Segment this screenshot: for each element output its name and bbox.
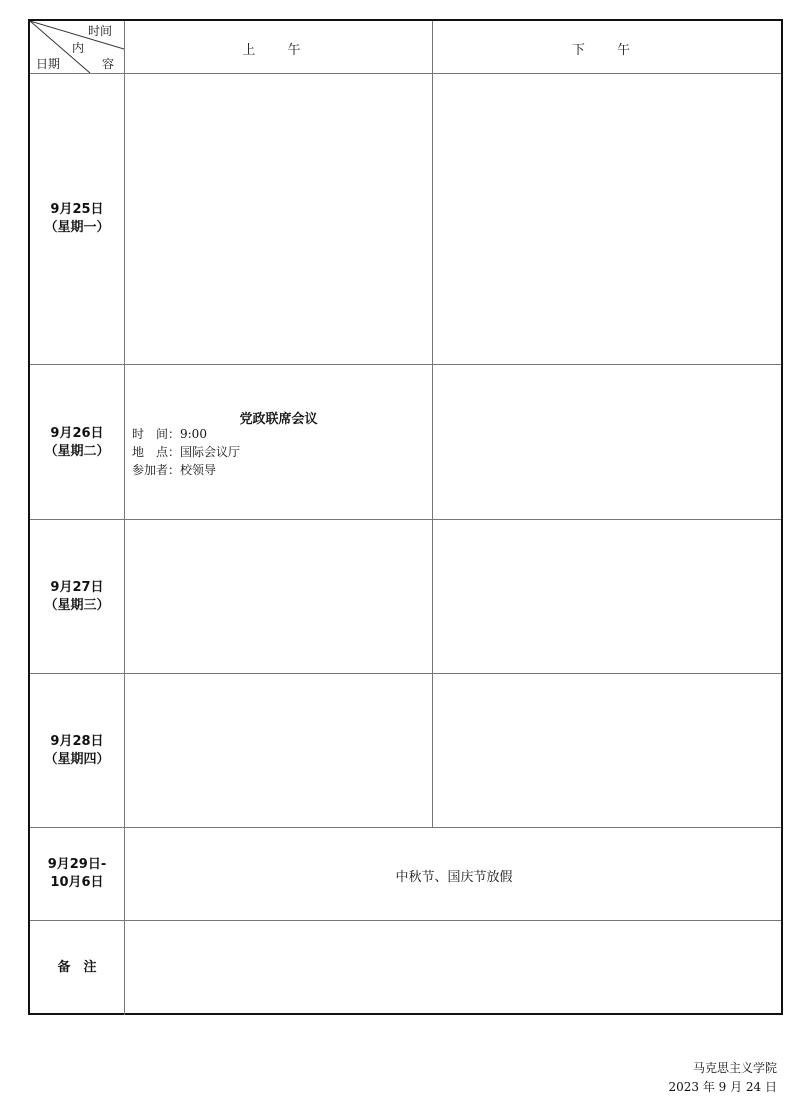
- footer-org: 马克思主义学院: [692, 1061, 777, 1075]
- row-divider: [30, 920, 781, 921]
- remarks-label: 备 注: [57, 960, 97, 975]
- date-text: 9月26日: [50, 426, 104, 441]
- row-divider: [30, 519, 781, 520]
- date-cell-holiday: [30, 856, 124, 892]
- date-cell-0927: [30, 579, 124, 615]
- date-text-end: 10月6日: [50, 875, 104, 890]
- holiday-notice: 中秋节、国庆节放假: [395, 870, 513, 885]
- date-text: 9月28日: [50, 734, 104, 749]
- event-title: 党政联席会议: [239, 412, 318, 427]
- row-divider: [30, 673, 781, 674]
- event-attendees: 参加者：校领导: [132, 463, 217, 477]
- diag-content-label-1: 内: [72, 41, 85, 55]
- row-divider: [30, 827, 781, 828]
- date-text: 9月29日-: [47, 857, 107, 872]
- event-time: 时 间：9:00: [132, 427, 207, 441]
- footer-date: 2023 年 9 月 24 日: [668, 1080, 777, 1094]
- event-place: 地 点：国际会议厅: [132, 445, 241, 459]
- date-cell-0925: [30, 201, 124, 237]
- date-cell-0928: [30, 733, 124, 769]
- diag-content-label-2: 容: [102, 57, 115, 71]
- date-text: 9月27日: [50, 580, 104, 595]
- weekday-text: （星期二）: [44, 444, 110, 459]
- date-cell-0926: [30, 425, 124, 461]
- row-divider: [30, 73, 781, 74]
- header-morning: 上 午: [242, 43, 315, 58]
- weekday-text: （星期四）: [44, 752, 110, 767]
- date-text: 9月25日: [50, 202, 104, 217]
- row-divider: [30, 364, 781, 365]
- header-afternoon: 下 午: [571, 43, 645, 58]
- weekday-text: （星期一）: [44, 220, 110, 235]
- diag-time-label: 时间: [88, 24, 113, 38]
- col-divider-am-pm: [432, 21, 433, 828]
- diag-date-label: 日期: [36, 57, 61, 71]
- schedule-table: [28, 19, 783, 1015]
- weekday-text: （星期三）: [44, 598, 110, 613]
